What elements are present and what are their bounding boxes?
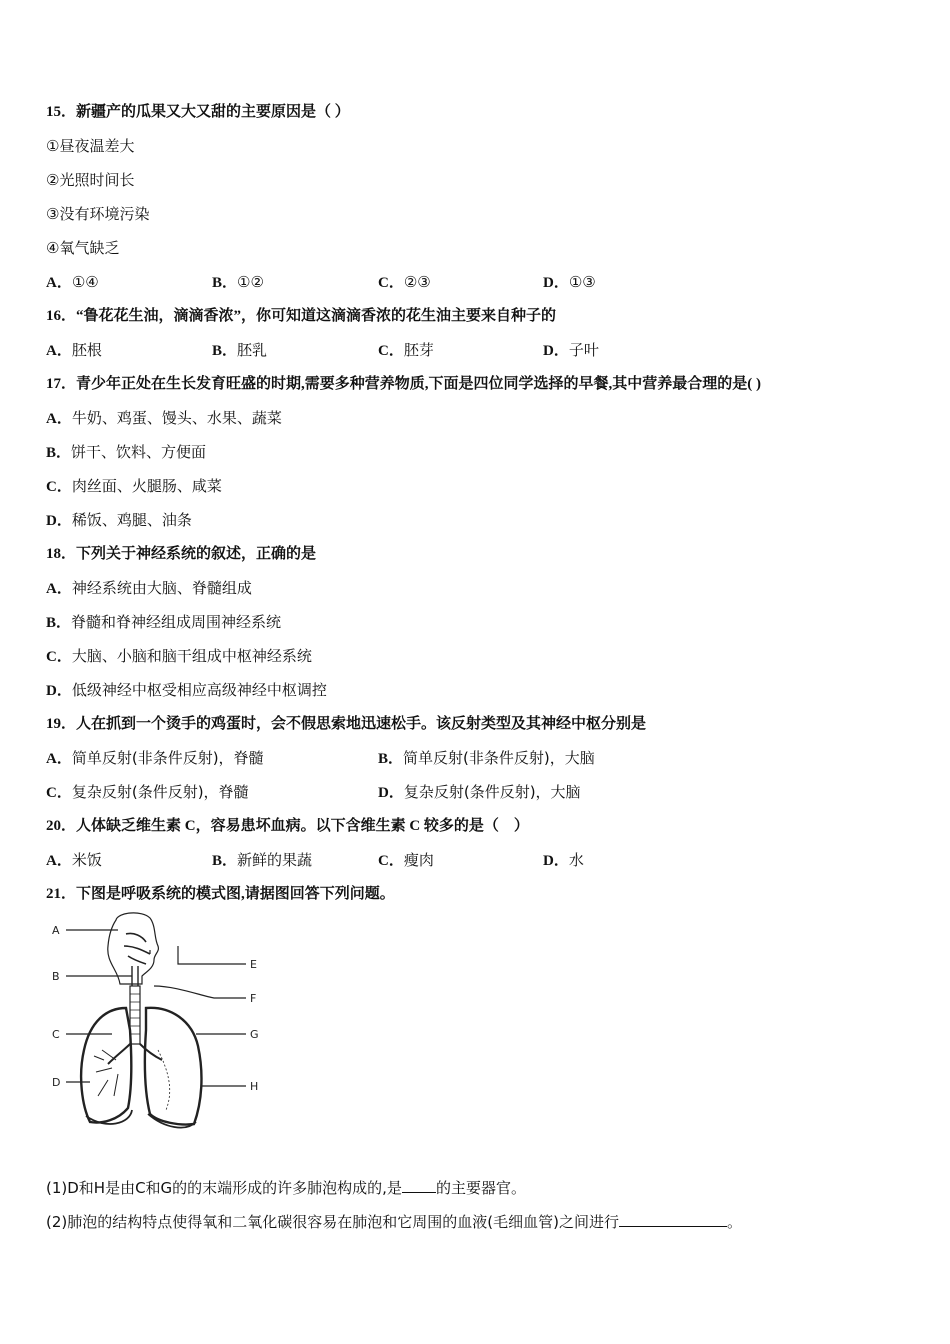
q16-option-b: B．胚乳 — [212, 341, 268, 359]
respiratory-system-diagram — [46, 910, 276, 1140]
q16-option-a: A．胚根 — [46, 341, 102, 359]
q15-item-1: ①昼夜温差大 — [46, 137, 135, 155]
q15-item-4: ④氧气缺乏 — [46, 239, 120, 257]
figure-label-g: G — [250, 1028, 259, 1041]
q17-option-c: C．肉丝面、火腿肠、咸菜 — [46, 477, 222, 495]
q15-option-a: A．①④ — [46, 273, 99, 291]
q16-stem: 16．“鲁花花生油，滴滴香浓”，你可知道这滴滴香浓的花生油主要来自种子的 — [46, 308, 557, 324]
figure-label-a: A — [52, 924, 60, 937]
figure-label-h: H — [250, 1080, 259, 1093]
q17-option-d: D．稀饭、鸡腿、油条 — [46, 511, 192, 529]
q18-option-a: A．神经系统由大脑、脊髓组成 — [46, 579, 252, 597]
answer-blank-2[interactable] — [619, 1212, 727, 1227]
q15-option-c: C．②③ — [378, 273, 431, 291]
q15-option-b: B．①② — [212, 273, 264, 291]
q15-item-3: ③没有环境污染 — [46, 205, 150, 223]
q19-option-d: D．复杂反射(条件反射)，大脑 — [378, 783, 581, 801]
q17-stem: 17．青少年正处在生长发育旺盛的时期,需要多种营养物质,下面是四位同学选择的早餐,其中营养最合理的是( ) — [46, 376, 761, 392]
q16-option-c: C．胚芽 — [378, 341, 434, 359]
q15-item-2: ②光照时间长 — [46, 171, 135, 189]
figure-label-e: E — [250, 958, 257, 971]
q20-option-a: A．米饭 — [46, 851, 102, 869]
q21-stem: 21．下图是呼吸系统的模式图,请据图回答下列问题。 — [46, 886, 395, 902]
q18-option-c: C．大脑、小脑和脑干组成中枢神经系统 — [46, 647, 312, 665]
q17-option-b: B．饼干、饮料、方便面 — [46, 443, 207, 461]
q20-stem: 20．人体缺乏维生素 C，容易患坏血病。以下含维生素 C 较多的是（ ） — [46, 818, 529, 834]
q18-option-d: D．低级神经中枢受相应高级神经中枢调控 — [46, 681, 327, 699]
q20-option-c: C．瘦肉 — [378, 851, 434, 869]
q15-option-d: D．①③ — [543, 273, 596, 291]
answer-blank-1[interactable] — [402, 1178, 436, 1193]
q19-option-c: C．复杂反射(条件反射)，脊髓 — [46, 783, 249, 801]
q15-stem: 15．新疆产的瓜果又大又甜的主要原因是（ ） — [46, 104, 350, 120]
figure-label-b: B — [52, 970, 60, 983]
figure-label-d: D — [52, 1076, 61, 1089]
q20-option-d: D．水 — [543, 851, 584, 869]
q19-stem: 19．人在抓到一个烫手的鸡蛋时，会不假思索地迅速松手。该反射类型及其神经中枢分别是 — [46, 716, 647, 732]
figure-label-f: F — [250, 992, 257, 1005]
q18-option-b: B．脊髓和脊神经组成周围神经系统 — [46, 613, 282, 631]
q19-option-b: B．简单反射(非条件反射)，大脑 — [378, 749, 595, 767]
q20-option-b: B．新鲜的果蔬 — [212, 851, 313, 869]
q16-option-d: D．子叶 — [543, 341, 599, 359]
q18-stem: 18．下列关于神经系统的叙述，正确的是 — [46, 546, 317, 562]
q19-option-a: A．简单反射(非条件反射)，脊髓 — [46, 749, 264, 767]
q17-option-a: A．牛奶、鸡蛋、馒头、水果、蔬菜 — [46, 409, 282, 427]
q21-subquestion-1: (1)D和H是由C和G的的末端形成的许多肺泡构成的,是 的主要器官。 — [46, 1179, 526, 1197]
figure-label-c: C — [52, 1028, 60, 1041]
q21-subquestion-2: (2)肺泡的结构特点使得氧和二氧化碳很容易在肺泡和它周围的血液(毛细血管)之间进行 。 — [46, 1213, 742, 1231]
